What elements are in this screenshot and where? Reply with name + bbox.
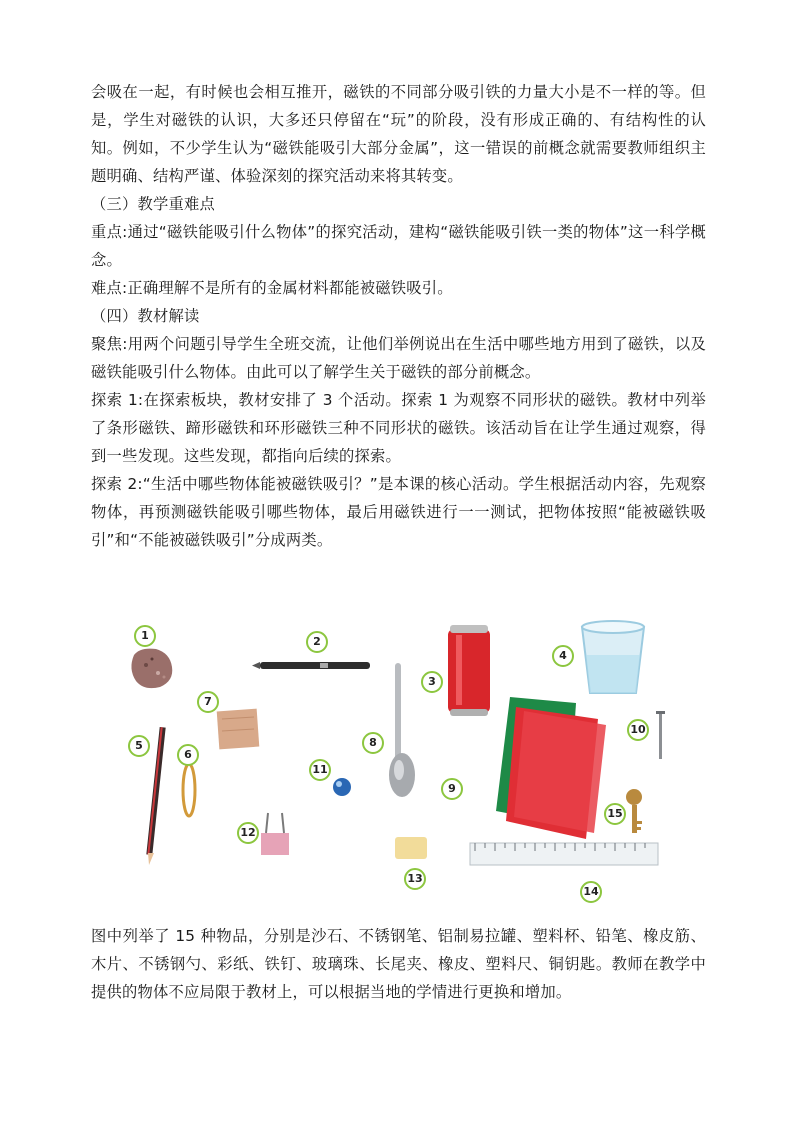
item-number-label: 5: [128, 735, 150, 757]
paragraph: 探索 1:在探索板块，教材安排了 3 个活动。探索 1 为观察不同形状的磁铁。教材中列举了条形磁铁、蹄形磁铁和环形磁铁三种不同形状的磁铁。该活动旨在让学生通过观察，得到一些发现。这些发现，都指向后续的探索。: [91, 391, 706, 465]
section-heading: （三）教学重难点: [91, 195, 215, 213]
objects-illustration: [120, 615, 665, 905]
item-number-label: 15: [604, 803, 626, 825]
item-number-label: 10: [627, 719, 649, 741]
plastic-cup-image: [582, 621, 644, 693]
rubber-band-image: [183, 764, 195, 816]
paragraph: 会吸在一起，有时候也会相互推开，磁铁的不同部分吸引铁的力量大小是不一样的等。但是，学生对磁铁的认识，大多还只停留在“玩”的阶段，没有形成正确的、有结构性的认知。例如，不少学生认为“磁铁能吸引大部分金属”，这一错误的前概念就需要教师组织主题明确、结构严谨、体验深刻的探究活动来将其转变。: [91, 83, 706, 185]
item-number-label: 14: [580, 881, 602, 903]
brass-key-image: [626, 789, 642, 833]
item-number-label: 1: [134, 625, 156, 647]
glass-marble-image: [333, 778, 351, 796]
item-number-label: 11: [309, 759, 331, 781]
item-number-label: 9: [441, 778, 463, 800]
figure-description: [91, 922, 706, 1006]
binder-clip-image: [261, 813, 289, 855]
paragraph: 探索 2:“生活中哪些物体能被磁铁吸引？”是本课的核心活动。学生根据活动内容，先观察物体，再预测磁铁能吸引哪些物体，最后用磁铁进行一一测试，把物体按照“能被磁铁吸引”和“不能被磁铁吸引”分成两类。: [91, 475, 706, 549]
iron-nail-image: [656, 711, 665, 759]
paragraph: 难点:正确理解不是所有的金属材料都能被磁铁吸引。: [91, 279, 453, 297]
objects-figure: [120, 615, 665, 905]
main-text: [91, 78, 706, 554]
colored-paper-image: [496, 697, 606, 839]
item-number-label: 2: [306, 631, 328, 653]
paragraph: 聚焦:用两个问题引导学生全班交流，让他们举例说出在生活中哪些地方用到了磁铁，以及磁铁能吸引什么物体。由此可以了解学生关于磁铁的部分前概念。: [91, 335, 706, 381]
item-number-label: 4: [552, 645, 574, 667]
paragraph: 重点:通过“磁铁能吸引什么物体”的探究活动，建构“磁铁能吸引铁一类的物体”这一科学概念。: [91, 223, 706, 269]
item-number-label: 7: [197, 691, 219, 713]
item-number-label: 13: [404, 868, 426, 890]
item-number-label: 3: [421, 671, 443, 693]
can-image: [448, 625, 490, 716]
item-number-label: 8: [362, 732, 384, 754]
rock-image: [131, 649, 172, 689]
item-number-label: 6: [177, 744, 199, 766]
item-number-label: 12: [237, 822, 259, 844]
eraser-image: [395, 837, 427, 859]
ruler-image: [470, 843, 658, 865]
paragraph: 图中列举了 15 种物品，分别是沙石、不锈钢笔、铝制易拉罐、塑料杯、铅笔、橡皮筋、木片、不锈钢勺、彩纸、铁钉、玻璃珠、长尾夹、橡皮、塑料尺、铜钥匙。教师在教学中提供的物体不应局限于教材上，可以根据当地的学情进行更换和增加。: [91, 927, 706, 1001]
spoon-image: [389, 663, 415, 797]
pen-image: [252, 662, 370, 669]
wood-piece-image: [217, 709, 260, 750]
section-heading: （四）教材解读: [91, 307, 200, 325]
